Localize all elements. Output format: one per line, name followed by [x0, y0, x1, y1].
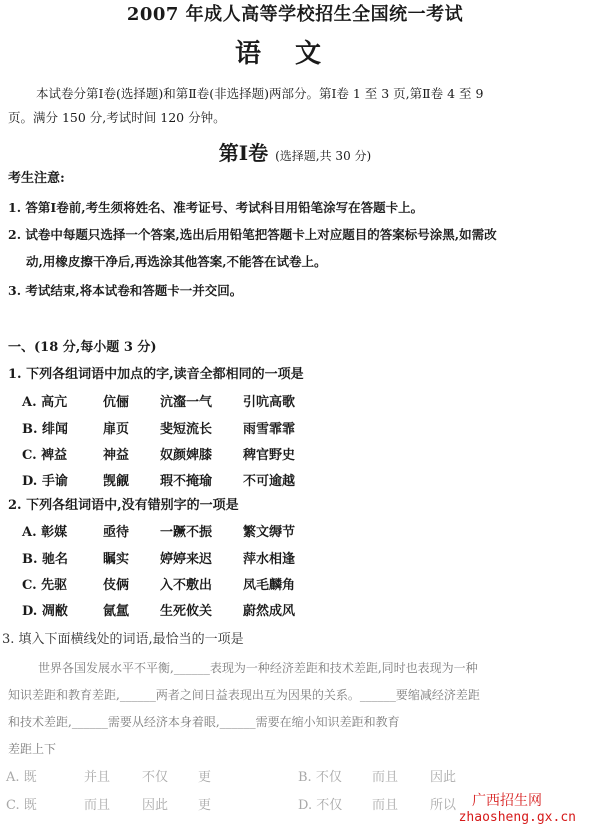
q2-d-word-3: 生死攸关: [160, 604, 213, 619]
intro-line-2: 页。满分 150 分,考试时间 120 分钟。: [8, 110, 226, 125]
q1-b-word-4: 雨雪霏霏: [243, 422, 296, 437]
q2-a-word-3: 一蹶不振: [160, 525, 213, 540]
section-heading: 一、(18 分,每小题 3 分): [8, 340, 157, 355]
intro-line-1: 本试卷分第Ⅰ卷(选择题)和第Ⅱ卷(非选择题)两部分。第Ⅰ卷 1 至 3 页,第Ⅱ卷 4 至 9: [36, 86, 484, 101]
q3-b-word-2: 而且: [372, 770, 399, 785]
q1-a-word-3: 沆瀣一气: [160, 395, 213, 410]
question-3-stem: 3. 填入下面横线处的词语,最恰当的一项是: [2, 632, 244, 647]
q1-b-word-3: 斐短流长: [160, 422, 213, 437]
part-heading: [0, 143, 590, 163]
exam-title: 2007 年成人高等学校招生全国统一考试: [126, 4, 464, 25]
q1-c-word-4: 稗官野史: [243, 448, 296, 463]
q1-d-word-2: 觊觎: [103, 474, 130, 489]
q2-c-word-3: 入不敷出: [160, 578, 213, 593]
q3-passage-line-3: 和技术差距,______需要从经济本身着眼,______需要在缩小知识差距和教育: [8, 715, 400, 729]
q3-d-word-2: 而且: [372, 798, 399, 813]
q1-a-word-4: 引吭高歌: [243, 395, 296, 410]
watermark-url: zhaosheng.gx.cn: [458, 810, 576, 825]
q3-a-word-2: 并且: [84, 770, 111, 785]
part-note: (选择题,共 30 分): [275, 149, 372, 163]
q2-a-word-4: 繁文缛节: [243, 525, 296, 540]
q3-a-word-3: 不仅: [142, 770, 169, 785]
q1-a-word-2: 伉俪: [103, 395, 130, 410]
q2-c-word-4: 凤毛麟角: [243, 578, 296, 593]
watermark-title: 广西招生网: [472, 793, 542, 809]
q3-c-word-4: 更: [198, 798, 212, 813]
q1-c-word-2: 神益: [103, 448, 130, 463]
q3-passage-line-2: 知识差距和教育差距,______两者之间日益表现出互为因果的关系。______要缩减经济差距: [8, 688, 480, 702]
q2-d-word-1: D. 凋敝: [22, 604, 68, 619]
q2-c-word-2: 伎俩: [103, 578, 130, 593]
q2-b-word-2: 瞩实: [103, 552, 130, 567]
question-1-stem: 1. 下列各组词语中加点的字,读音全都相同的一项是: [8, 367, 304, 382]
q3-passage-line-1: 世界各国发展水平不平衡,______表现为一种经济差距和技术差距,同时也表现为一种: [38, 661, 478, 675]
notice-item-2-cont: 动,用橡皮擦干净后,再选涂其他答案,不能答在试卷上。: [26, 254, 327, 269]
q1-d-word-4: 不可逾越: [243, 474, 296, 489]
notice-item-1: 1. 答第Ⅰ卷前,考生须将姓名、准考证号、考试科目用铅笔涂写在答题卡上。: [8, 200, 424, 215]
q2-b-word-1: B. 驰名: [22, 552, 69, 567]
q3-passage-line-4: 差距上下: [8, 742, 57, 756]
q1-c-word-3: 奴颜婢膝: [160, 448, 213, 463]
q1-a-word-1: A. 高亢: [22, 395, 68, 410]
q3-d-word-1: D. 不仅: [298, 798, 343, 813]
notice-item-2: 2. 试卷中每题只选择一个答案,选出后用铅笔把答题卡上对应题目的答案标号涂黑,如需改: [8, 227, 497, 242]
question-2-stem: 2. 下列各组词语中,没有错别字的一项是: [8, 498, 239, 513]
q3-a-word-1: A. 既: [6, 770, 37, 785]
q1-b-word-1: B. 绯闻: [22, 422, 69, 437]
q3-b-word-3: 因此: [430, 770, 457, 785]
subject-title: 语文: [234, 39, 355, 69]
notice-heading: 考生注意:: [8, 171, 65, 186]
q2-b-word-4: 萍水相逢: [243, 552, 296, 567]
q1-c-word-1: C. 裨益: [22, 448, 68, 463]
notice-item-3: 3. 考试结束,将本试卷和答题卡一并交回。: [8, 283, 243, 298]
q3-c-word-2: 而且: [84, 798, 111, 813]
q2-b-word-3: 婷婷来迟: [160, 552, 213, 567]
q3-c-word-3: 因此: [142, 798, 169, 813]
q2-a-word-1: A. 彰媒: [22, 525, 68, 540]
q1-d-word-1: D. 手谕: [22, 474, 68, 489]
q3-a-word-4: 更: [198, 770, 212, 785]
q3-c-word-1: C. 既: [6, 798, 37, 813]
q3-d-word-3: 所以: [430, 798, 457, 813]
q2-a-word-2: 亟待: [103, 525, 130, 540]
q2-d-word-2: 氤氲: [103, 604, 130, 619]
q3-b-word-1: B. 不仅: [298, 770, 342, 785]
q1-d-word-3: 瑕不掩瑜: [160, 474, 213, 489]
q2-c-word-1: C. 先驱: [22, 578, 68, 593]
part-title: 第Ⅰ卷: [218, 141, 269, 165]
q1-b-word-2: 扉页: [103, 422, 130, 437]
q2-d-word-4: 蔚然成风: [243, 604, 296, 619]
